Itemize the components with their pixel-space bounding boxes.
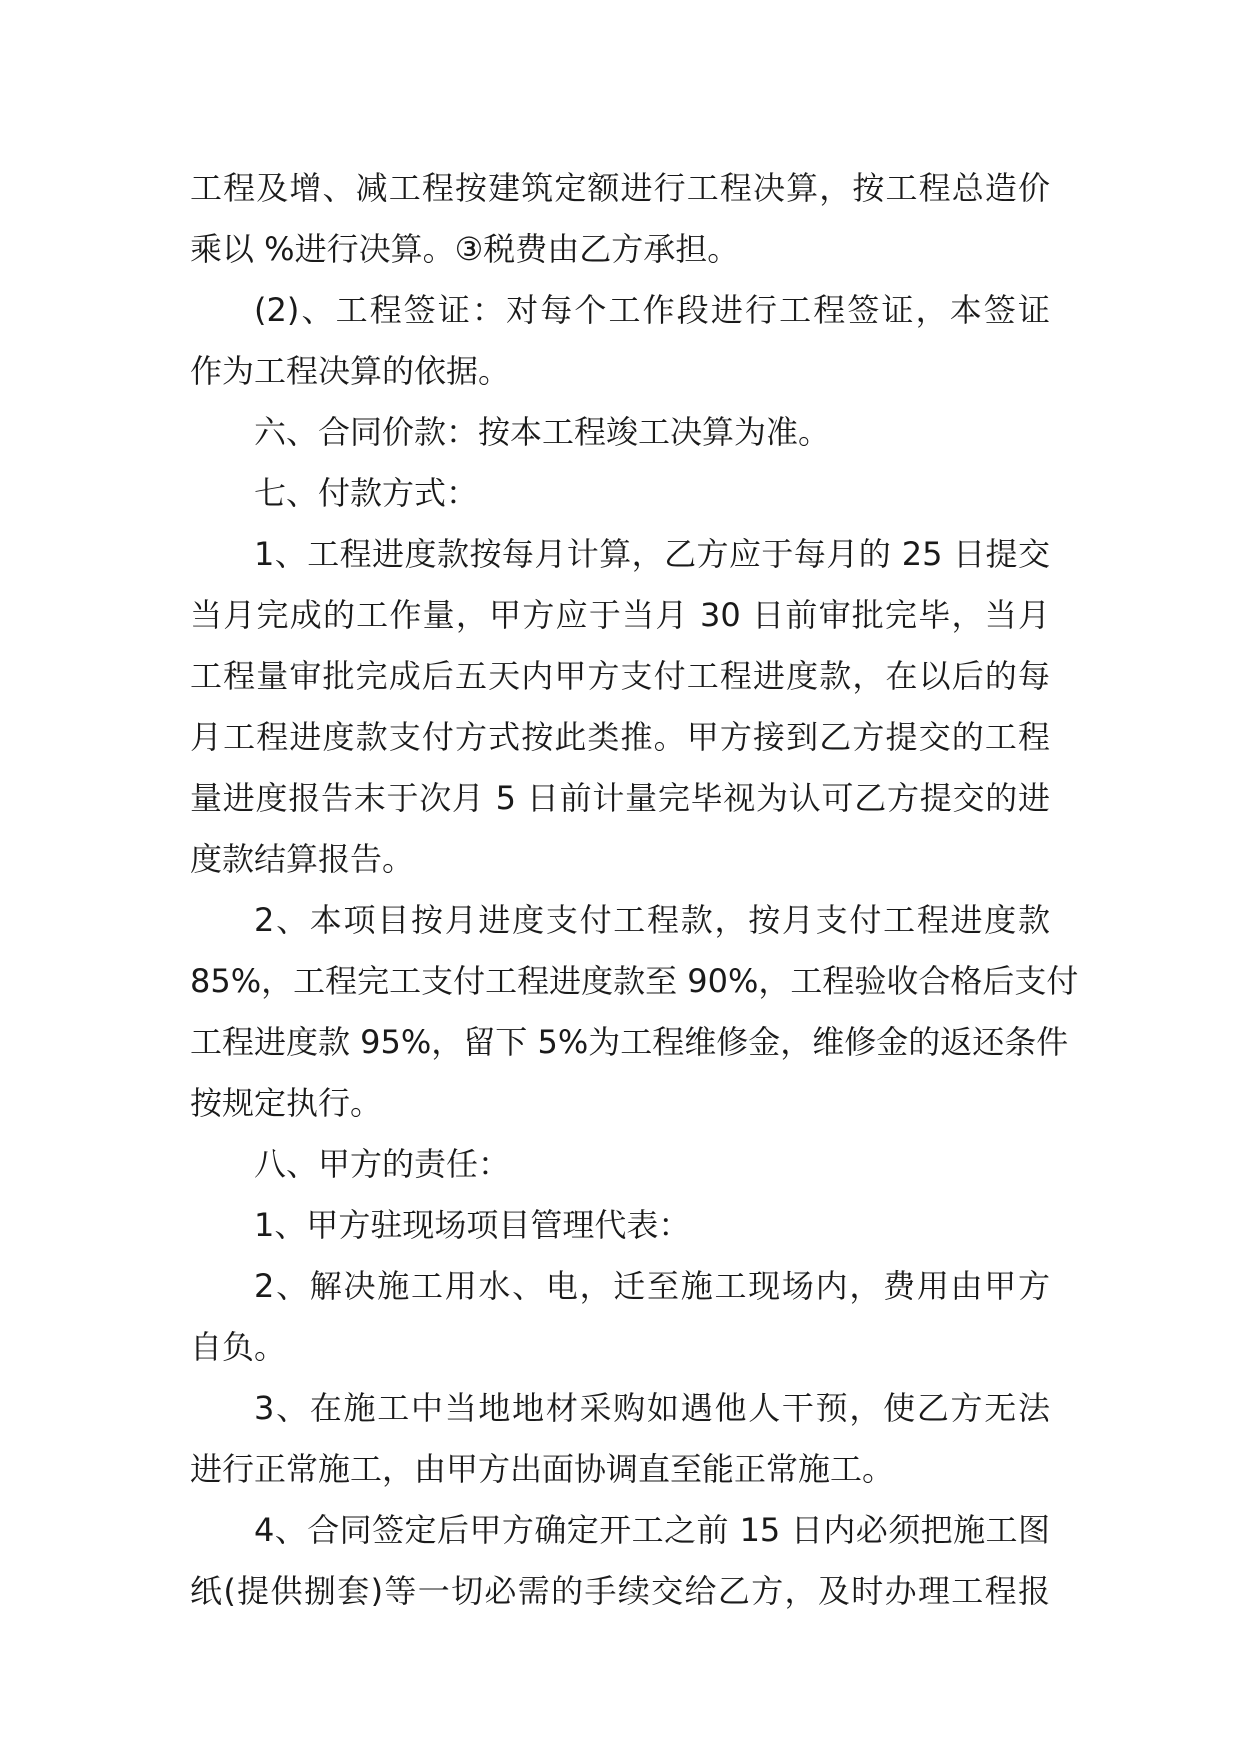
text-line: 当月完成的工作量，甲方应于当月 30 日前审批完毕，当月 (190, 596, 1050, 634)
section-heading: 七、付款方式： (254, 474, 479, 512)
text-line: 85%，工程完工支付工程进度款至 90%，工程验收合格后支付 (190, 962, 1079, 1000)
text-line: 2、解决施工用水、电，迁至施工现场内，费用由甲方 (254, 1267, 1050, 1305)
text-line: 进行正常施工，由甲方出面协调直至能正常施工。 (190, 1450, 895, 1488)
text-line: 1、工程进度款按每月计算，乙方应于每月的 25 日提交 (254, 535, 1050, 573)
text-line: 按规定执行。 (190, 1084, 383, 1122)
text-line: 月工程进度款支付方式按此类推。甲方接到乙方提交的工程 (190, 718, 1050, 756)
text-line: 1、甲方驻现场项目管理代表： (254, 1206, 691, 1244)
document-body (190, 158, 1079, 1622)
section-heading: 八、甲方的责任： (254, 1145, 511, 1183)
text-line: 3、在施工中当地地材采购如遇他人干预，使乙方无法 (254, 1389, 1050, 1427)
text-line: 度款结算报告。 (190, 840, 415, 878)
text-line: 量进度报告末于次月 5 日前计量完毕视为认可乙方提交的进 (190, 779, 1050, 817)
text-line: 自负。 (190, 1328, 287, 1366)
text-line: 工程进度款 95%，留下 5%为工程维修金，维修金的返还条件 (190, 1023, 1069, 1061)
text-line: 工程及增、减工程按建筑定额进行工程决算，按工程总造价 (190, 169, 1050, 207)
text-line: 作为工程决算的依据。 (190, 352, 511, 390)
text-line: 4、合同签定后甲方确定开工之前 15 日内必须把施工图 (254, 1511, 1050, 1549)
text-line: 乘以 %进行决算。③税费由乙方承担。 (190, 230, 740, 268)
section-heading: 六、合同价款：按本工程竣工决算为准。 (254, 413, 831, 451)
text-line: (2)、工程签证：对每个工作段进行工程签证，本签证 (254, 291, 1050, 329)
text-line: 纸(提供捌套)等一切必需的手续交给乙方，及时办理工程报 (190, 1572, 1050, 1610)
text-line: 2、本项目按月进度支付工程款，按月支付工程进度款 (254, 901, 1050, 939)
text-line: 工程量审批完成后五天内甲方支付工程进度款，在以后的每 (190, 657, 1050, 695)
